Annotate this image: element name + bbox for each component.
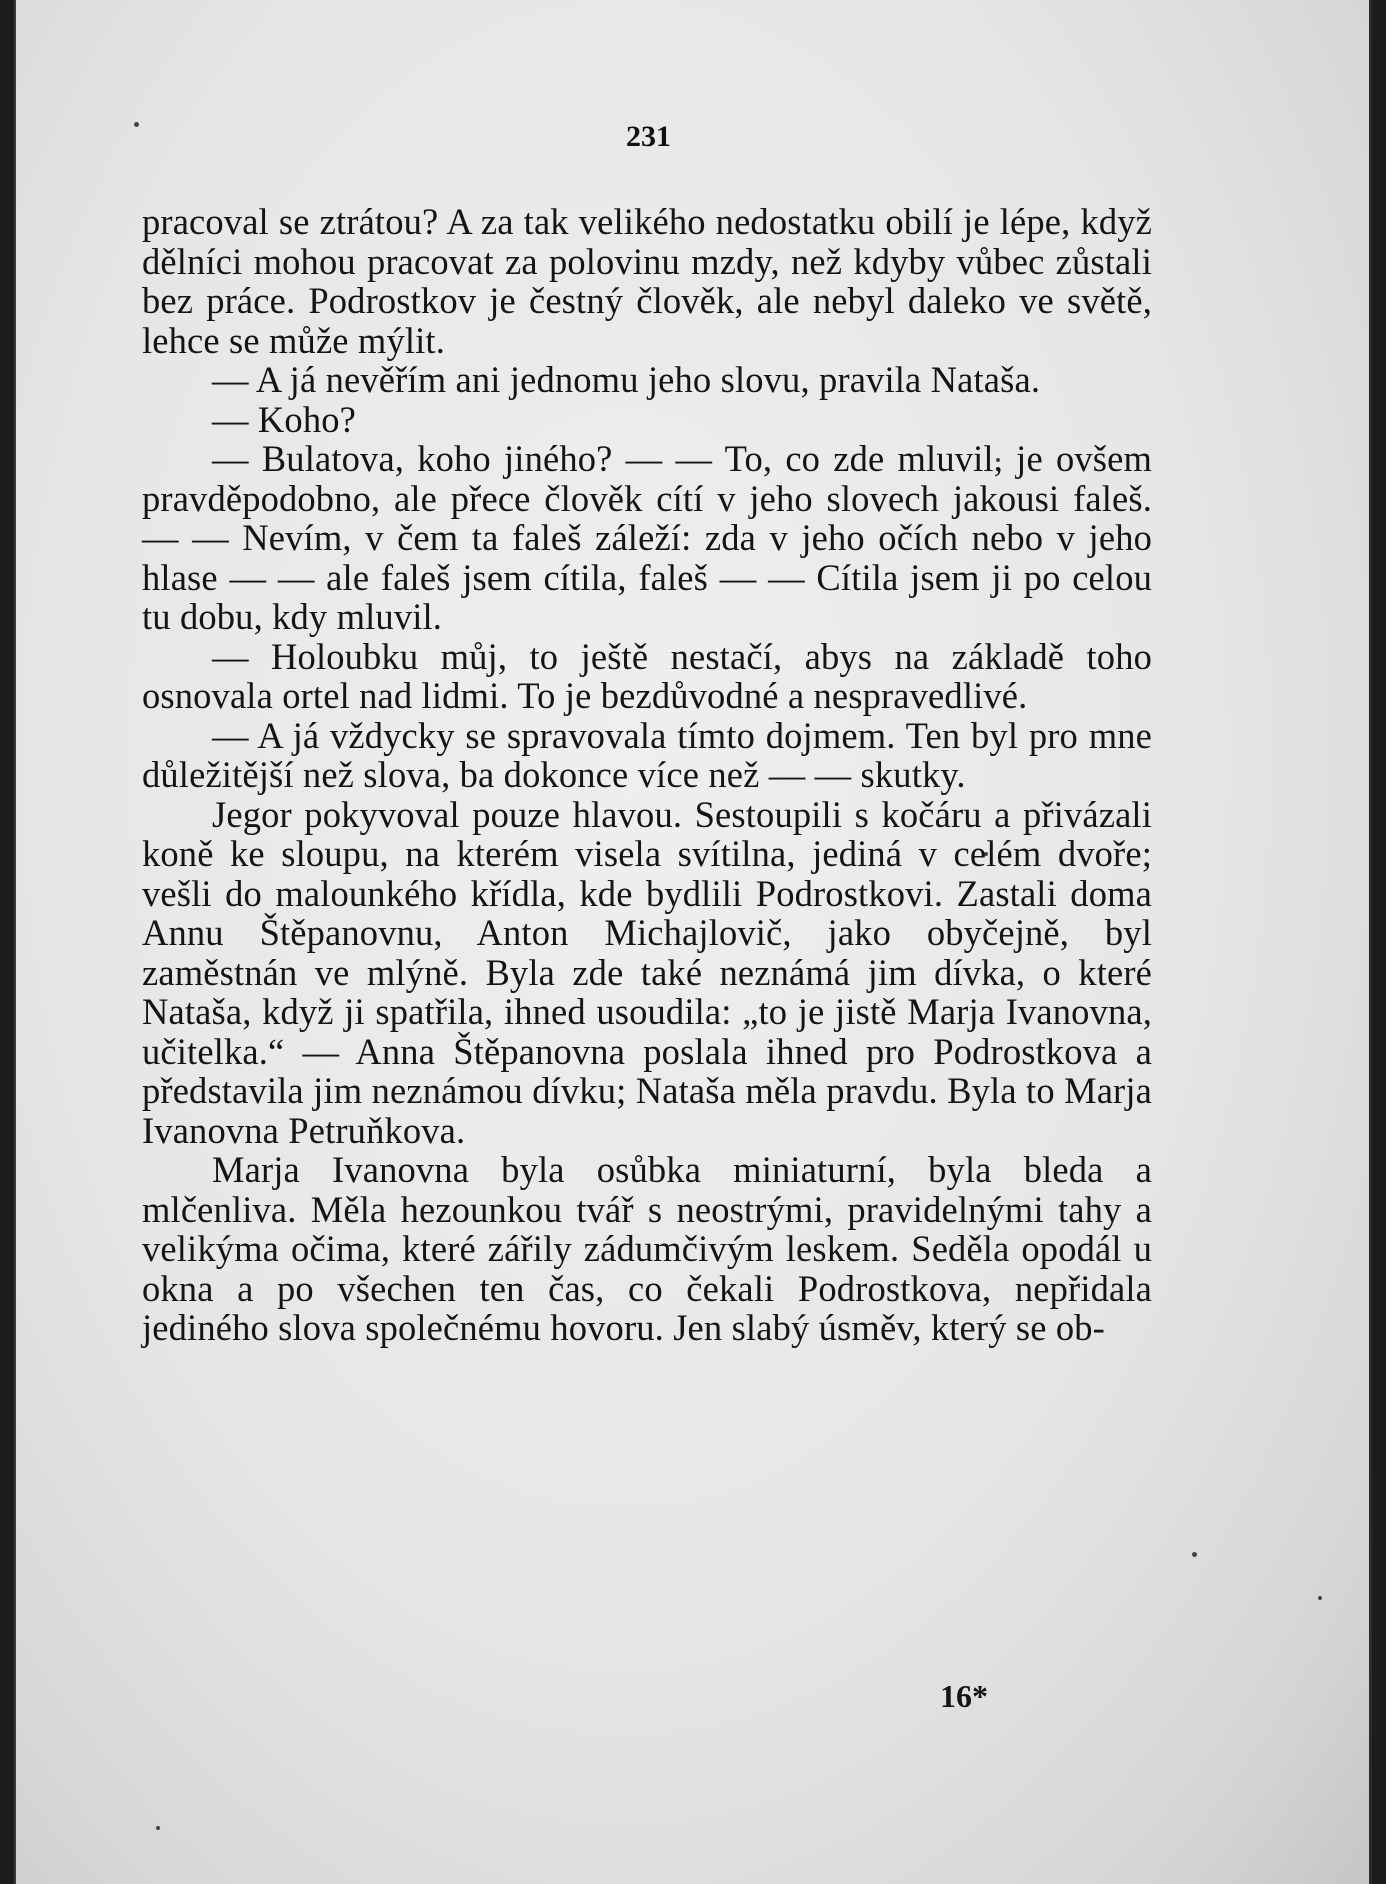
paragraph: — Koho? bbox=[212, 398, 356, 440]
dust-speck bbox=[134, 122, 139, 127]
dust-speck bbox=[1192, 1552, 1197, 1557]
paragraph: Marja Ivanovna byla osůbka miniaturní, byla bleda a mlčenliva. Měla hezounkou tvář s neostrými, pravidelnými tahy a velikýma očima, které zářily zádumčivým leskem. Seděla opodál u okna a po všechen ten čas, co čekali Podrostkova, nepřidala jediného slova společnému hovoru. Jen slabý úsměv, který se ob- bbox=[142, 1149, 1152, 1348]
paragraph: pracoval se ztrátou? A za tak velikého nedostatku obilí je lépe, když dělníci mohou pracovat za polovinu mzdy, než kdyby vůbec zůstali bez práce. Podrostkov je čestný člověk, ale nebyl daleko ve světě, lehce se může mýlit. bbox=[142, 201, 1152, 361]
paragraph: Jegor pokyvoval pouze hlavou. Sestoupili s kočáru a přivázali koně ke sloupu, na kterém visela svítilna, jediná v celém dvoře; vešli do malounkého křídla, kde bydlili Podrostkovi. Zastali doma Annu Štěpanovnu, Anton Michajlovič, jako obyčejně, byl zaměstnán ve mlýně. Byla zde také neznámá jim dívka, o které Nataša, když ji spatřila, ihned usoudila: „to je jistě Marja Ivanovna, učitelka.“ — Anna Štěpanovna poslala ihned pro Podrostkova a představila jim neznámou dívku; Nataša měla pravdu. Byla to Marja Ivanovna Petruňkova. bbox=[142, 793, 1152, 1151]
paragraph: — A já vždycky se spravovala tímto dojmem. Ten byl pro mne důležitější než slova, ba dokonce více než — — skutky. bbox=[142, 714, 1152, 795]
page-number: 231 bbox=[626, 120, 671, 153]
paragraph: — A já nevěřím ani jednomu jeho slovu, pravila Nataša. bbox=[212, 359, 1041, 400]
paragraph: — Bulatova, koho jiného? — — To, co zde mluvil, je ovšem pravděpodobno, ale přece člověk cítí v jeho slovech jakousi faleš. — — Nevím, v čem ta faleš záleží: zda v jeho očích nebo v jeho hlase — — ale faleš jsem cítila, faleš — — Cítila jsem ji po celou tu dobu, kdy mluvil. bbox=[142, 438, 1152, 637]
body-text bbox=[142, 202, 1152, 1348]
dust-speck bbox=[156, 1826, 160, 1830]
dust-speck bbox=[1318, 1596, 1322, 1600]
signature-mark: 16* bbox=[940, 1678, 988, 1714]
paragraph: — Holoubku můj, to ještě nestačí, abys na základě toho osnovala ortel nad lidmi. To je bezdůvodné a nespravedlivé. bbox=[142, 635, 1152, 716]
